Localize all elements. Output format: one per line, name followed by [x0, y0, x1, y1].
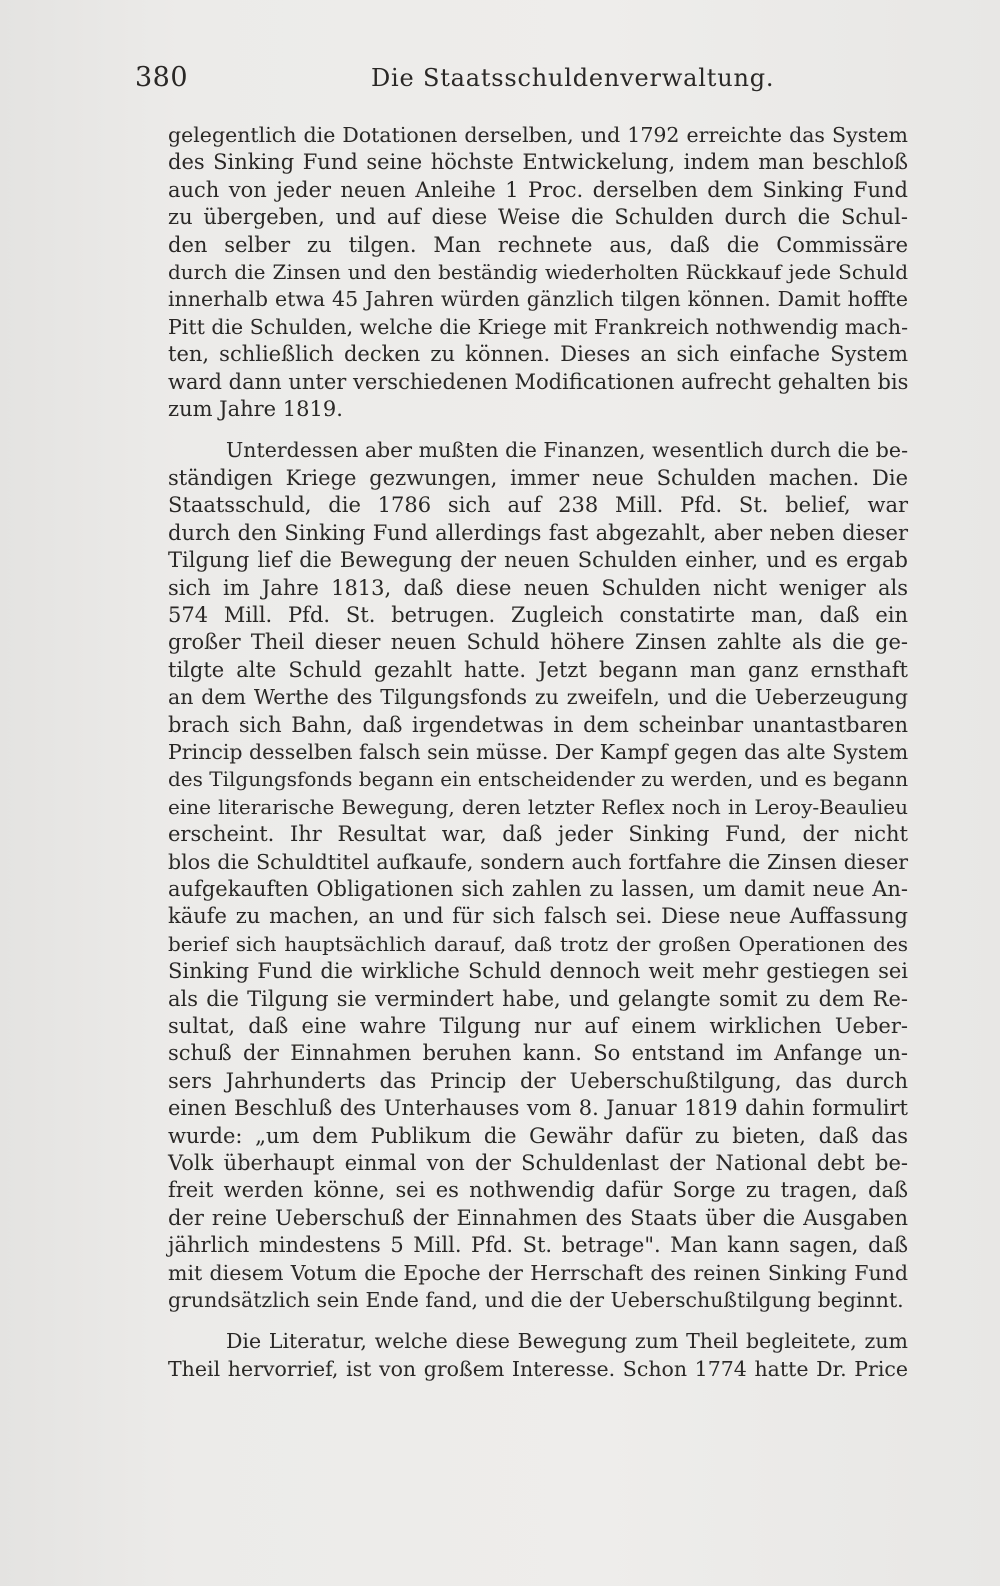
- text-line: blos die Schuldtitel aufkaufe, sondern auch fortfahre die Zinsen dieser: [168, 849, 908, 874]
- text-line: an dem Werthe des Tilgungsfonds zu zweifeln, und die Ueberzeugung: [168, 685, 908, 710]
- text-line: wurde: „um dem Publikum die Gewähr dafür zu bieten, daß das: [168, 1123, 908, 1148]
- paragraph-3: [168, 1328, 908, 1383]
- text-line: sultat, daß eine wahre Tilgung nur auf einem wirklichen Ueber-: [168, 1014, 908, 1038]
- text-line: ward dann unter verschiedenen Modificationen aufrecht gehalten bis: [168, 369, 909, 394]
- text-line: 574 Mill. Pfd. St. betrugen. Zugleich constatirte man, daß ein: [168, 602, 908, 627]
- text-line: durch die Zinsen und den beständig wiederholten Rückkauf jede Schuld: [168, 260, 908, 285]
- text-line: großer Theil dieser neuen Schuld höhere Zinsen zahlte als die ge-: [168, 630, 908, 655]
- text-line: gelegentlich die Dotationen derselben, und 1792 erreichte das System: [168, 123, 908, 147]
- text-line: den selber zu tilgen. Man rechnete aus, daß die Commissäre: [168, 232, 908, 257]
- text-line: Pitt die Schulden, welche die Kriege mit Frankreich nothwendig mach-: [168, 314, 908, 339]
- text-line: Princip desselben falsch sein müsse. Der Kampf gegen das alte System: [168, 739, 909, 764]
- text-line: eine literarische Bewegung, deren letzter Reflex noch in Leroy-Beaulieu: [168, 794, 908, 819]
- text-line: tilgte alte Schuld gezahlt hatte. Jetzt begann man ganz ernsthaft: [168, 657, 908, 682]
- text-line: jährlich mindestens 5 Mill. Pfd. St. betrage". Man kann sagen, daß: [168, 1233, 908, 1258]
- text-line: freit werden könne, sei es nothwendig dafür Sorge zu tragen, daß: [168, 1178, 908, 1203]
- text-line: des Sinking Fund seine höchste Entwickelung, indem man beschloß: [168, 150, 908, 175]
- text-line: schuß der Einnahmen beruhen kann. So entstand im Anfange un-: [168, 1041, 908, 1066]
- text-line: durch den Sinking Fund allerdings fast abgezahlt, aber neben dieser: [168, 520, 908, 545]
- text-line: aufgekauften Obligationen sich zahlen zu lassen, um damit neue An-: [168, 876, 908, 901]
- text-line: mit diesem Votum die Epoche der Herrschaft des reinen Sinking Fund: [168, 1260, 908, 1285]
- text-line: der reine Ueberschuß der Einnahmen des Staats über die Ausgaben: [168, 1205, 908, 1230]
- paragraph-1: [168, 122, 908, 423]
- text-line: berief sich hauptsächlich darauf, daß trotz der großen Operationen des: [168, 931, 908, 956]
- text-line: des Tilgungsfonds begann ein entscheidender zu werden, und es begann: [168, 767, 909, 792]
- text-line: einen Beschluß des Unterhauses vom 8. Januar 1819 dahin formulirt: [168, 1096, 908, 1121]
- paragraph-2: [168, 437, 908, 1314]
- body-text: [168, 122, 908, 1383]
- text-line: sich im Jahre 1813, daß diese neuen Schulden nicht weniger als: [168, 575, 908, 600]
- text-line: Die Literatur, welche diese Bewegung zum Theil begleitete, zum: [226, 1329, 908, 1354]
- text-line: erscheint. Ihr Resultat war, daß jeder Sinking Fund, der nicht: [168, 822, 908, 847]
- text-line: zu übergeben, und auf diese Weise die Schulden durch die Schul-: [168, 205, 908, 230]
- text-line: auch von jeder neuen Anleihe 1 Proc. derselben dem Sinking Fund: [168, 177, 908, 202]
- text-line: Unterdessen aber mußten die Finanzen, wesentlich durch die be-: [226, 438, 908, 463]
- text-line: brach sich Bahn, daß irgendetwas in dem scheinbar unantastbaren: [168, 712, 908, 737]
- page-header: [135, 62, 905, 102]
- text-line: sers Jahrhunderts das Princip der Ueberschußtilgung, das durch: [168, 1068, 908, 1093]
- text-line: grundsätzlich sein Ende fand, und die der Ueberschußtilgung beginnt.: [168, 1288, 904, 1313]
- text-line: Theil hervorrief, ist von großem Interesse. Schon 1774 hatte Dr. Price: [168, 1356, 908, 1381]
- text-line: ten, schließlich decken zu können. Dieses an sich einfache System: [168, 342, 908, 367]
- text-line: innerhalb etwa 45 Jahren würden gänzlich tilgen können. Damit hoffte: [168, 287, 908, 312]
- text-line: Sinking Fund die wirkliche Schuld dennoch weit mehr gestiegen sei: [168, 959, 908, 984]
- running-title: Die Staatsschuldenverwaltung.: [371, 64, 775, 92]
- text-line: zum Jahre 1819.: [168, 397, 343, 422]
- text-line: Staatsschuld, die 1786 sich auf 238 Mill. Pfd. St. belief, war: [168, 493, 908, 518]
- text-line: ständigen Kriege gezwungen, immer neue Schulden machen. Die: [168, 465, 908, 490]
- text-line: käufe zu machen, an und für sich falsch sei. Diese neue Auffassung: [168, 904, 908, 929]
- text-line: als die Tilgung sie vermindert habe, und gelangte somit zu dem Re-: [168, 986, 908, 1011]
- page-number: 380: [135, 62, 189, 93]
- text-line: Tilgung lief die Bewegung der neuen Schulden einher, und es ergab: [168, 548, 908, 573]
- text-line: Volk überhaupt einmal von der Schuldenlast der National debt be-: [168, 1151, 908, 1176]
